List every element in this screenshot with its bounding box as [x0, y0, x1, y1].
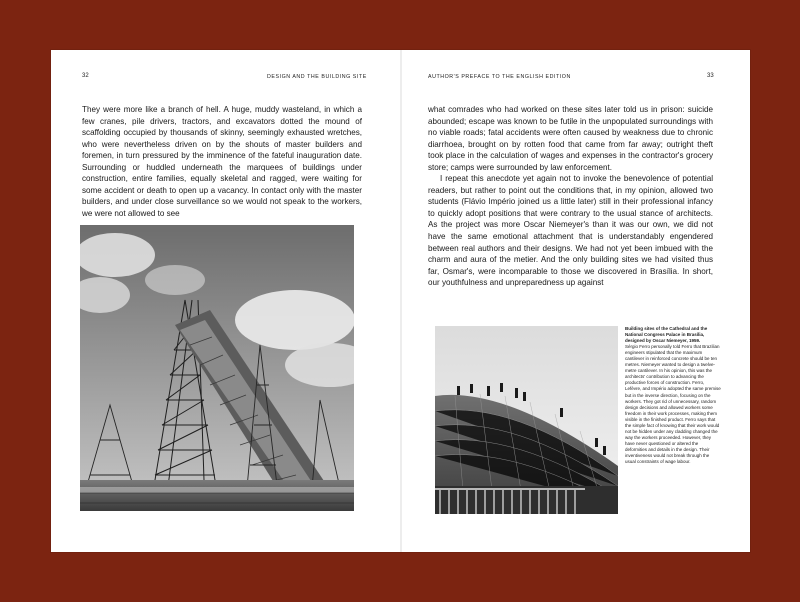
- photo-caption: [625, 326, 721, 465]
- right-body-paragraph-2: I repeat this anecdote yet again not to invoke the benevolence of potential readers, but rather to point out the conditions that, in my opinion, allowed two students (Flávio Império joined us a little later) still in their professional infancy to quickly adopt positions that were contrary to the usual stance of architects. As the project was more Oscar Niemeyer's than it was our own, we did not have the same emotional attachment that is understandably engendered between real authors and their designs. We had not yet been imbued with the charm and aura of the metier. And the only building sites we had visited thus far, Osmar's, were incomparable to those we discovered in Brasília. In short, our youthfulness and unpreparedness up against: [428, 174, 713, 288]
- congress-dome-photo: [435, 326, 618, 514]
- left-running-head: DESIGN AND THE BUILDING SITE: [267, 74, 367, 80]
- left-body-paragraph: They were more like a branch of hell. A huge, muddy wasteland, in which a few cranes, pile drivers, tractors, and excavators dotted the mound of scaffolding occupied by thousands of skinny, seemingly exhausted wretches, who were nevertheless driven on by the shouts of master builders and foremen, in turn pressured by the imminence of the fateful inauguration date. Surrounding or huddled underneath the marquees of buildings under construction, entire families, equally skeletal and ragged, were waiting for some accident or death to open up a vacancy. In contact only with the master builders, and under close surveillance so we would not speak to the workers, we were not allowed to see: [82, 105, 362, 218]
- scaffolding-photo-cathedral: [80, 225, 354, 511]
- book-spread: [51, 50, 750, 552]
- congress-dome-photo-graphic: [435, 326, 618, 514]
- right-page-body: [428, 104, 713, 289]
- right-running-head: AUTHOR'S PREFACE TO THE ENGLISH EDITION: [428, 74, 571, 80]
- book-gutter: [400, 50, 402, 552]
- right-body-paragraph-1: what comrades who had worked on these sites later told us in prison: suicide abounded; escape was known to be futile in the unpopulated surroundings with no viable roads; fatal accidents were often caused by weakness due to chronic diarrhoea, brought on by rotten food that came from far away; outright theft took place in the calculation of wages and expenses in the contractor's grocery store; camps were surrounded by law enforcement.: [428, 105, 713, 172]
- scaffolding-photo-graphic: [80, 225, 354, 511]
- right-page-number: 33: [707, 73, 714, 79]
- left-page-number: 32: [82, 73, 89, 79]
- caption-text: Sérgio Ferro personally told Ferro that Brazilian engineers stipulated that the maximum cantilever in reinforced concrete should be ten metres. Niemeyer wanted to design a twelve-metre cantilever. In his opinion, this was the architects' contribution to advancing the productive forces of construction. Ferro, Lefèvre, and Império adopted the same premise but in the inverse direction, focusing on the workers. They got rid of unnecessary, random design decisions and allowed workers some freedom in their work processes, making them visible in the finished product. Ferro says that the simple fact of knowing that their work would not be hidden under any cladding changed the way the workers proceeded. However, they have never questioned or altered the deformities and details in the design. Their inventiveness would not break through the usual constraints of wage labour.: [625, 344, 721, 465]
- caption-heading: Building sites of the Cathedral and the National Congress Palace in Brasília, designed by Oscar Niemeyer, 1959.: [625, 326, 708, 344]
- left-page-body: [82, 104, 362, 219]
